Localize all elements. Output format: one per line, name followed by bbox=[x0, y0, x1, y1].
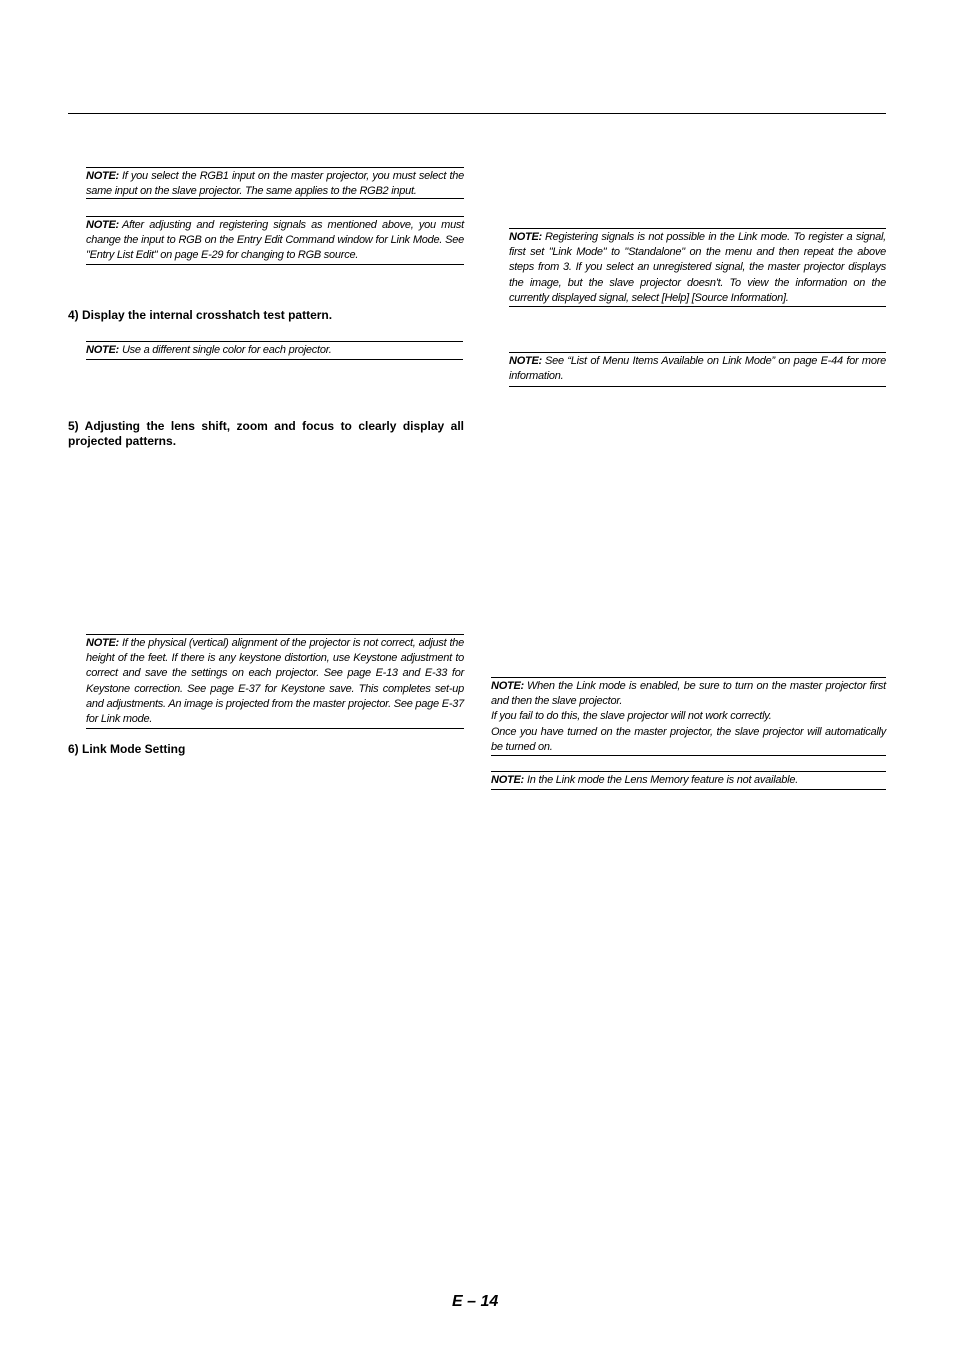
note-label: NOTE: bbox=[86, 219, 119, 231]
note-label: NOTE: bbox=[86, 344, 119, 356]
note-label: NOTE: bbox=[509, 355, 542, 367]
note-menu-items bbox=[509, 352, 886, 387]
note-label: NOTE: bbox=[509, 231, 542, 243]
note-text: If you select the RGB1 input on the master projector, you must select the same input on the slave projector. The same applies to the RGB2 input. bbox=[86, 170, 464, 198]
note-text: If the physical (vertical) alignment of the projector is not correct, adjust the height of the feet. If there is any keystone distortion, use Keystone adjustment to correct and save the settings on each projector. See page E-13 and E-33 for Keystone correction. See page E-37 for Keystone save. This completes set-up and adjustments. An image is projected from the master projector. See page E-37 for Link mode. bbox=[86, 637, 464, 726]
step5-heading: 5) Adjusting the lens shift, zoom and focus to clearly display all projected patterns. bbox=[68, 419, 464, 448]
note-text: Use a different single color for each projector. bbox=[121, 344, 332, 356]
note-text: When the Link mode is enabled, be sure to turn on the master projector first and then the slave projector. bbox=[491, 680, 886, 708]
header-rule bbox=[68, 113, 886, 114]
note-change-input bbox=[86, 216, 464, 265]
note-single-color bbox=[86, 341, 463, 360]
note-alignment bbox=[86, 634, 464, 729]
note-text: Registering signals is not possible in the Link mode. To register a signal, first set "Link Mode" to "Standalone" on the menu and then repeat the above steps from 3. If you select an unregistered signal, the master projector displays the image, but the slave projector doesn't. To view the information on the currently displayed signal, select [Help] [Source Information]. bbox=[509, 231, 886, 304]
note-lens-memory bbox=[491, 771, 886, 790]
note-text-line: Once you have turned on the master projector, the slave projector will automatically be turned on. bbox=[491, 725, 886, 753]
note-label: NOTE: bbox=[86, 170, 119, 182]
note-text: In the Link mode the Lens Memory feature is not available. bbox=[526, 774, 799, 786]
note-link-enabled bbox=[491, 677, 886, 756]
note-label: NOTE: bbox=[491, 774, 524, 786]
note-text: See “List of Menu Items Available on Link Mode” on page E-44 for more information. bbox=[509, 355, 886, 383]
note-text-line: If you fail to do this, the slave projector will not work correctly. bbox=[491, 710, 772, 723]
note-rgb-input bbox=[86, 167, 464, 199]
note-label: NOTE: bbox=[86, 637, 119, 649]
note-text: After adjusting and registering signals as mentioned above, you must change the input to RGB on the Entry Edit Command window for Link Mode. See "Entry List Edit" on page E-29 for changing to RGB source. bbox=[86, 219, 464, 262]
step6-heading: 6) Link Mode Setting bbox=[68, 742, 186, 756]
page-number: E – 14 bbox=[452, 1293, 499, 1310]
step4-heading: 4) Display the internal crosshatch test pattern. bbox=[68, 308, 333, 322]
note-registering bbox=[509, 228, 886, 307]
note-label: NOTE: bbox=[491, 680, 524, 692]
